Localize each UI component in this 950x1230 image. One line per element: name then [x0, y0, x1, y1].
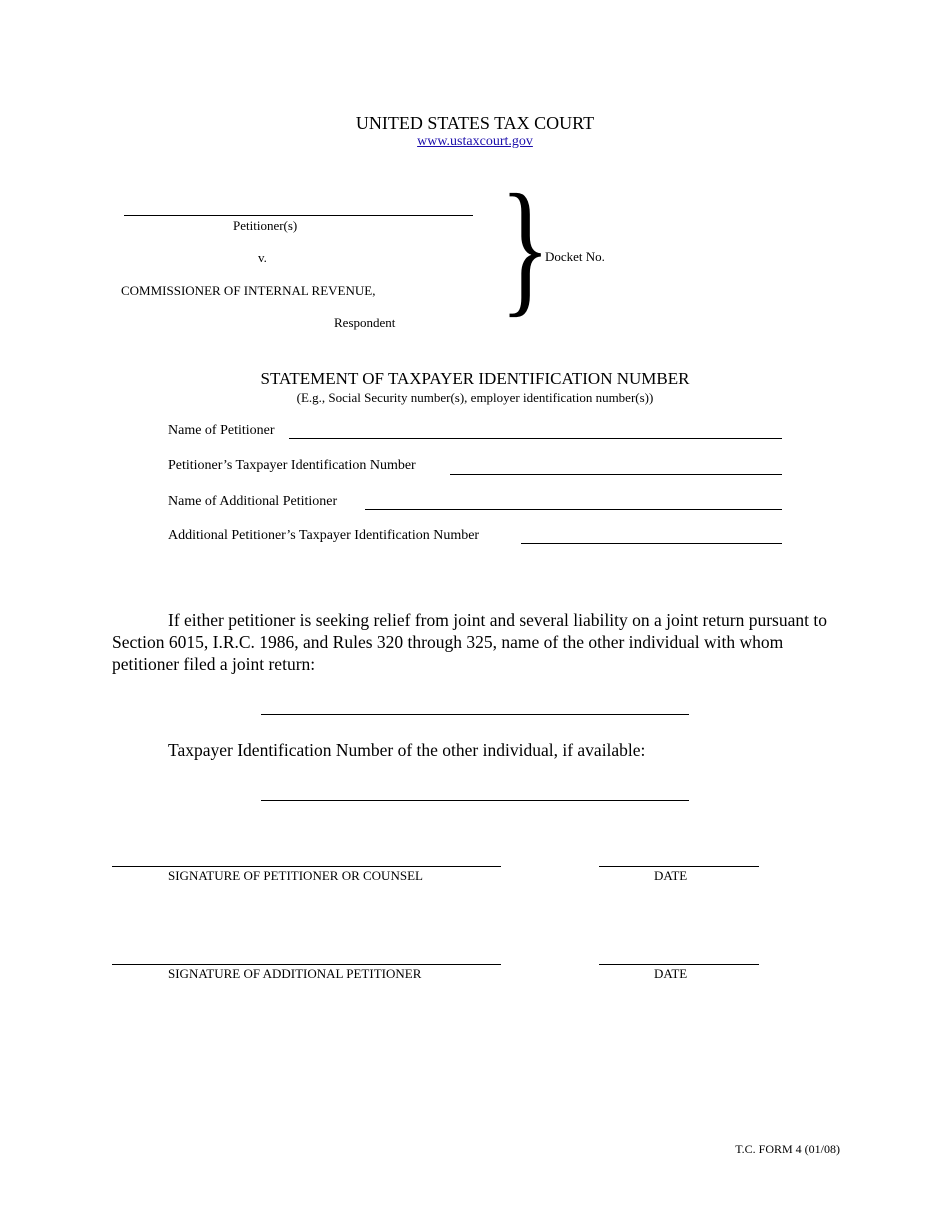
additional-petitioner-tin-input[interactable]	[521, 543, 782, 544]
name-of-petitioner-input[interactable]	[289, 438, 782, 439]
petitioner-label: Petitioner(s)	[233, 218, 298, 233]
court-website-link[interactable]: www.ustaxcourt.gov	[417, 134, 533, 149]
additional-petitioner-name-input[interactable]	[365, 509, 782, 510]
statement-subtitle: (E.g., Social Security number(s), employer identification number(s))	[296, 390, 654, 405]
other-individual-name-input[interactable]	[261, 714, 689, 715]
field-label-petitioner-tin: Petitioner’s Taxpayer Identification Number	[168, 458, 416, 473]
other-tin-label: Taxpayer Identification Number of the other individual, if available:	[168, 740, 646, 760]
field-label-additional-petitioner-tin: Additional Petitioner’s Taxpayer Identification Number	[168, 528, 480, 543]
petitioner-signature-line[interactable]	[112, 866, 501, 867]
caption-brace: }	[500, 164, 551, 330]
petitioner-date-line[interactable]	[599, 866, 759, 867]
docket-label: Docket No.	[545, 249, 605, 264]
field-label-name-of-petitioner: Name of Petitioner	[168, 423, 275, 438]
respondent-label: Respondent	[334, 315, 396, 330]
petitioner-date-label: DATE	[654, 868, 688, 883]
petitioner-name-line[interactable]	[124, 215, 473, 216]
versus-label: v.	[258, 250, 267, 265]
other-individual-tin-input[interactable]	[261, 800, 689, 801]
petitioner-signature-label: SIGNATURE OF PETITIONER OR COUNSEL	[168, 868, 423, 883]
petitioner-tin-input[interactable]	[450, 474, 782, 475]
statement-title: STATEMENT OF TAXPAYER IDENTIFICATION NUMBER	[260, 369, 690, 388]
additional-date-label: DATE	[654, 966, 688, 981]
joint-relief-text: If either petitioner is seeking relief from joint and several liability on a joint return pursuant to Section 6015, I.R.C. 1986, and Rules 320 through 325, name of the other individual with whom petitioner filed a joint return:	[112, 610, 827, 674]
court-title: UNITED STATES TAX COURT	[355, 113, 595, 133]
respondent-name: COMMISSIONER OF INTERNAL REVENUE,	[121, 283, 376, 298]
joint-relief-paragraph	[112, 609, 842, 675]
additional-signature-line[interactable]	[112, 964, 501, 965]
additional-signature-label: SIGNATURE OF ADDITIONAL PETITIONER	[168, 966, 422, 981]
additional-date-line[interactable]	[599, 964, 759, 965]
form-id: T.C. FORM 4 (01/08)	[735, 1142, 840, 1156]
field-label-additional-petitioner-name: Name of Additional Petitioner	[168, 494, 338, 509]
